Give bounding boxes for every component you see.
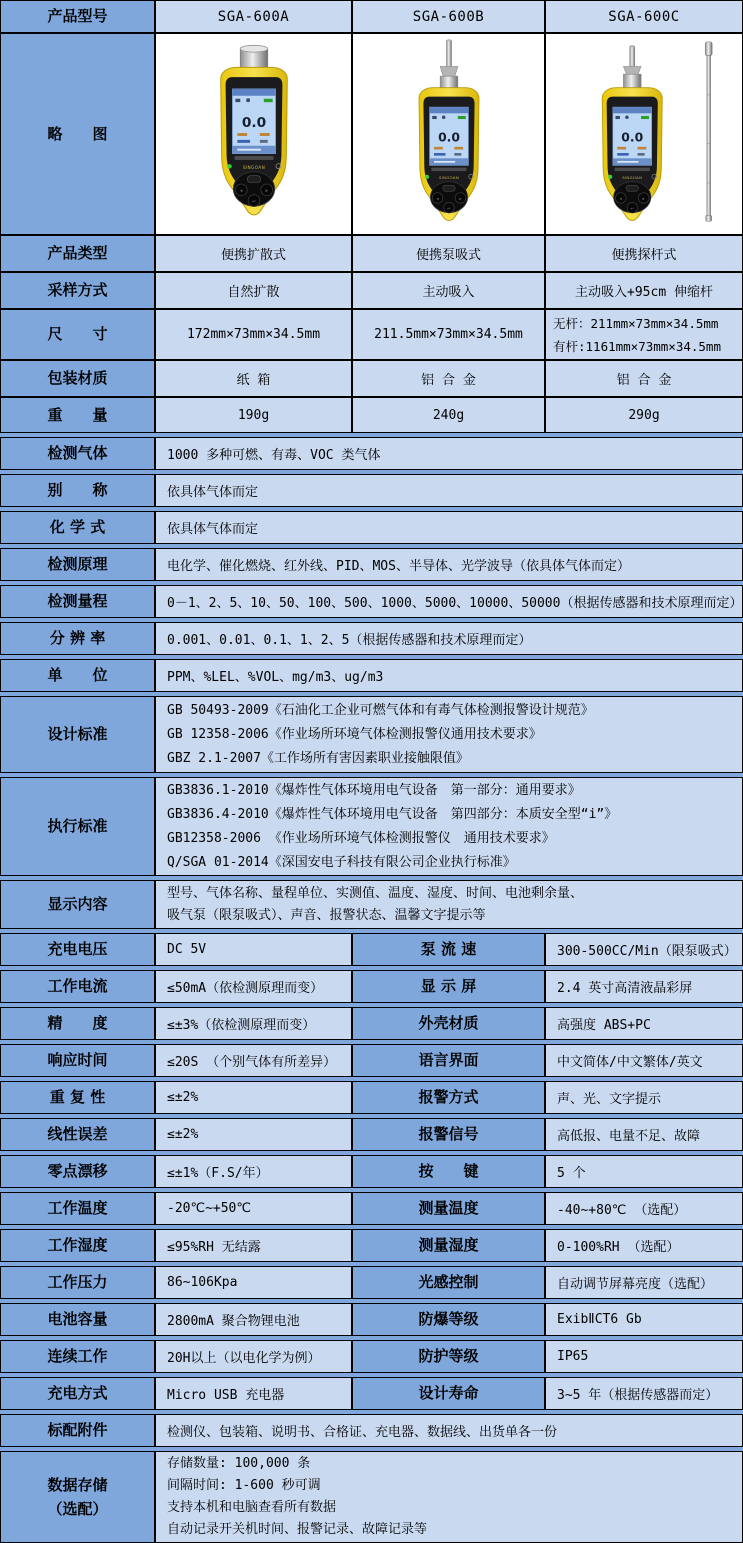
row-label: 重 量 xyxy=(0,397,155,433)
model-name-600a: SGA-600A xyxy=(155,0,352,33)
screen-reading: 0.0 xyxy=(437,130,460,145)
unit-value: PPM、%LEL、%VOL、mg/m3、ug/m3 xyxy=(155,659,743,692)
data-storage-value xyxy=(155,1451,743,1543)
svg-text:◂: ◂ xyxy=(619,196,622,202)
spec-value: ≤50mA（依检测原理而变） xyxy=(155,970,352,1003)
sampling-600c: 主动吸入+95cm 伸缩杆 xyxy=(545,272,743,309)
type-600c: 便携探杆式 xyxy=(545,235,743,272)
spec-value: IP65 xyxy=(545,1340,743,1373)
spec-value: ExibⅡCT6 Gb xyxy=(545,1303,743,1336)
spec-value: 20H以上（以电化学为例） xyxy=(155,1340,352,1373)
spec-value: 自动调节屏幕亮度（选配） xyxy=(545,1266,743,1299)
packing-600b: 铝 合 金 xyxy=(352,360,545,397)
row-label: 充电方式 xyxy=(0,1377,155,1410)
screen-reading: 0.0 xyxy=(621,130,644,145)
image-cell-600a xyxy=(155,33,352,235)
row-label: 重 复 性 xyxy=(0,1081,155,1114)
row-label: 设计标准 xyxy=(0,696,155,773)
standard-line: GB 50493-2009《石油化工企业可燃气体和有毒气体检测报警设计规范》 xyxy=(167,702,594,718)
pump-probe xyxy=(440,40,458,91)
row-label: 泵 流 速 xyxy=(352,933,545,966)
row-label-product-model: 产品型号 xyxy=(0,0,155,33)
gas-row xyxy=(0,437,743,470)
row-label: 测量湿度 xyxy=(352,1229,545,1262)
svg-text:▸: ▸ xyxy=(642,196,645,202)
storage-line: 支持本机和电脑查看所有数据 xyxy=(167,1500,337,1515)
spec-value: 2800mA 聚合物锂电池 xyxy=(155,1303,352,1336)
row-label: 分 辨 率 xyxy=(0,622,155,655)
spec-row-continuous-work xyxy=(0,1340,743,1373)
formula-row xyxy=(0,511,743,544)
size-row xyxy=(0,309,743,360)
brand-text: SINGOAN xyxy=(242,164,265,170)
execution-standards-row xyxy=(0,777,743,876)
spec-row-working-humidity xyxy=(0,1229,743,1262)
brand-text: SINGOAN xyxy=(622,175,643,181)
product-type-row xyxy=(0,235,743,272)
row-label: 工作压力 xyxy=(0,1266,155,1299)
sampling-row xyxy=(0,272,743,309)
sketch-row xyxy=(0,33,743,235)
row-label: 标配附件 xyxy=(0,1414,155,1447)
device-screen xyxy=(232,89,275,154)
standard-line: GB3836.4-2010《爆炸性气体环境用电气设备 第四部分：本质安全型“i”》 xyxy=(167,806,618,822)
packing-600c: 铝 合 金 xyxy=(545,360,743,397)
row-label: 单 位 xyxy=(0,659,155,692)
resolution-value: 0.001、0.01、0.1、1、2、5（根据传感器和技术原理而定） xyxy=(155,622,743,655)
accessories-row xyxy=(0,1414,743,1447)
spec-row-zero-drift xyxy=(0,1155,743,1188)
dpad-buttons xyxy=(233,172,274,207)
spec-value: ≤20S （个别气体有所差异） xyxy=(155,1044,352,1077)
row-label: 显 示 屏 xyxy=(352,970,545,1003)
spec-value: 中文简体/中文繁体/英文 xyxy=(545,1044,743,1077)
image-cell-600c xyxy=(545,33,743,235)
display-content-value xyxy=(155,880,743,929)
standard-line: GB 12358-2006《作业场所环境气体检测报警仪通用技术要求》 xyxy=(167,726,542,742)
size-with-rod: 有杆:1161mm×73mm×34.5mm xyxy=(553,338,721,354)
weight-600c: 290g xyxy=(545,397,743,433)
accessories-value: 检测仪、包装箱、说明书、合格证、充电器、数据线、出货单各一份 xyxy=(155,1414,743,1447)
row-label: 测量温度 xyxy=(352,1192,545,1225)
spec-value: Micro USB 充电器 xyxy=(155,1377,352,1410)
spec-value: 声、光、文字提示 xyxy=(545,1081,743,1114)
row-label: 零点漂移 xyxy=(0,1155,155,1188)
row-label: 化 学 式 xyxy=(0,511,155,544)
spec-value: ≤±1%（F.S/年） xyxy=(155,1155,352,1188)
row-label: 连续工作 xyxy=(0,1340,155,1373)
svg-text:▸: ▸ xyxy=(458,196,462,202)
model-header-row xyxy=(0,0,743,33)
row-label: 线性误差 xyxy=(0,1118,155,1151)
model-name-600b: SGA-600B xyxy=(352,0,545,33)
packing-row xyxy=(0,360,743,397)
size-600a: 172mm×73mm×34.5mm xyxy=(155,309,352,360)
range-row xyxy=(0,585,743,618)
data-storage-row xyxy=(0,1451,743,1543)
row-label: 防爆等级 xyxy=(352,1303,545,1336)
row-label: 产品类型 xyxy=(0,235,155,272)
storage-line: 自动记录开关机时间、报警记录、故障记录等 xyxy=(167,1522,428,1537)
spec-row-repeatability xyxy=(0,1081,743,1114)
display-line: 型号、气体名称、量程单位、实测值、温度、湿度、时间、电池剩余量、 xyxy=(167,885,584,901)
alias-value: 依具体气体而定 xyxy=(155,474,743,507)
row-label: 精 度 xyxy=(0,1007,155,1040)
storage-label-line1: 数据存储 xyxy=(47,1476,108,1494)
spec-row-working-temp xyxy=(0,1192,743,1225)
spec-value: ≤±2% xyxy=(155,1081,352,1114)
gas-value: 1000 多种可燃、有毒、VOC 类气体 xyxy=(155,437,743,470)
svg-text:◂: ◂ xyxy=(435,196,439,202)
device-image-sga-600a xyxy=(174,36,334,232)
device-screen xyxy=(613,107,652,165)
spec-value: 300-500CC/Min（限泵吸式） xyxy=(545,933,743,966)
spec-value: -40~+80℃ （选配） xyxy=(545,1192,743,1225)
dpad-buttons xyxy=(430,182,467,213)
row-label: 响应时间 xyxy=(0,1044,155,1077)
display-content-row xyxy=(0,880,743,929)
row-label: 按 键 xyxy=(352,1155,545,1188)
pump-probe xyxy=(623,46,641,89)
resolution-row xyxy=(0,622,743,655)
row-label: 包装材质 xyxy=(0,360,155,397)
spec-value: ≤±2% xyxy=(155,1118,352,1151)
principle-row xyxy=(0,548,743,581)
image-cell-600b xyxy=(352,33,545,235)
row-label: 检测量程 xyxy=(0,585,155,618)
storage-label-line2: （选配） xyxy=(47,1500,108,1518)
weight-600a: 190g xyxy=(155,397,352,433)
svg-text:↵: ↵ xyxy=(630,206,635,212)
range-value: 0－1、2、5、10、50、100、500、1000、5000、10000、50000（根据传感器和技术原理而定） xyxy=(155,585,743,618)
principle-value: 电化学、催化燃烧、红外线、PID、MOS、半导体、光学波导（依具体气体而定） xyxy=(155,548,743,581)
standard-line: GBZ 2.1-2007《工作场所有害因素职业接触限值》 xyxy=(167,750,469,766)
row-label: 工作湿度 xyxy=(0,1229,155,1262)
svg-text:▸: ▸ xyxy=(265,187,268,194)
spec-row-linearity xyxy=(0,1118,743,1151)
spec-value: DC 5V xyxy=(155,933,352,966)
standard-line: Q/SGA 01-2014《深国安电子科技有限公司企业执行标准》 xyxy=(167,854,516,870)
row-label: 检测原理 xyxy=(0,548,155,581)
display-line: 吸气泵（限泵吸式）、声音、报警状态、温馨文字提示等 xyxy=(167,907,486,923)
spec-row-working-pressure xyxy=(0,1266,743,1299)
unit-row xyxy=(0,659,743,692)
spec-row-charging xyxy=(0,1377,743,1410)
row-label: 语言界面 xyxy=(352,1044,545,1077)
standard-line: GB12358-2006 《作业场所环境气体检测报警仪 通用技术要求》 xyxy=(167,830,555,846)
device-image-sga-600b xyxy=(369,36,529,232)
svg-text:↵: ↵ xyxy=(251,199,256,206)
row-label: 执行标准 xyxy=(0,777,155,876)
row-label: 报警信号 xyxy=(352,1118,545,1151)
size-no-rod: 无杆：211mm×73mm×34.5mm xyxy=(553,315,719,331)
size-600c xyxy=(545,309,743,360)
design-standards-value xyxy=(155,696,743,773)
svg-text:↵: ↵ xyxy=(446,206,451,212)
spec-row-battery xyxy=(0,1303,743,1336)
weight-600b: 240g xyxy=(352,397,545,433)
dpad-buttons xyxy=(614,182,651,213)
type-600a: 便携扩散式 xyxy=(155,235,352,272)
spec-row-response-time xyxy=(0,1044,743,1077)
row-label: 检测气体 xyxy=(0,437,155,470)
brand-text: SINGOAN xyxy=(438,175,459,181)
size-600b: 211.5mm×73mm×34.5mm xyxy=(352,309,545,360)
spec-value: 3~5 年（根据传感器而定） xyxy=(545,1377,743,1410)
row-label: 工作温度 xyxy=(0,1192,155,1225)
spec-value: 高强度 ABS+PC xyxy=(545,1007,743,1040)
device-screen xyxy=(429,107,468,165)
spec-value: -20℃~+50℃ xyxy=(155,1192,352,1225)
design-standards-row xyxy=(0,696,743,773)
model-name-600c: SGA-600C xyxy=(545,0,743,33)
row-label: 防护等级 xyxy=(352,1340,545,1373)
spec-value: 高低报、电量不足、故障 xyxy=(545,1118,743,1151)
type-600b: 便携泵吸式 xyxy=(352,235,545,272)
storage-line: 间隔时间: 1-600 秒可调 xyxy=(167,1478,321,1493)
spec-value: 5 个 xyxy=(545,1155,743,1188)
row-label: 采样方式 xyxy=(0,272,155,309)
row-label: 显示内容 xyxy=(0,880,155,929)
standard-line: GB3836.1-2010《爆炸性气体环境用电气设备 第一部分：通用要求》 xyxy=(167,782,581,798)
row-label: 光感控制 xyxy=(352,1266,545,1299)
screen-reading: 0.0 xyxy=(241,115,266,132)
row-label: 外壳材质 xyxy=(352,1007,545,1040)
spec-value: ≤95%RH 无结露 xyxy=(155,1229,352,1262)
row-label: 设计寿命 xyxy=(352,1377,545,1410)
row-label: 工作电流 xyxy=(0,970,155,1003)
spec-row-working-current xyxy=(0,970,743,1003)
power-led xyxy=(608,175,612,179)
row-label: 电池容量 xyxy=(0,1303,155,1336)
weight-row xyxy=(0,397,743,433)
alias-row xyxy=(0,474,743,507)
spec-value: ≤±3%（依检测原理而变） xyxy=(155,1007,352,1040)
power-led xyxy=(424,175,428,179)
row-label-sketch: 略 图 xyxy=(0,33,155,235)
row-label: 尺 寸 xyxy=(0,309,155,360)
spec-value: 2.4 英寸高清液晶彩屏 xyxy=(545,970,743,1003)
row-label: 报警方式 xyxy=(352,1081,545,1114)
row-label xyxy=(0,1451,155,1543)
sampling-600b: 主动吸入 xyxy=(352,272,545,309)
spec-value: 86~106Kpa xyxy=(155,1266,352,1299)
storage-line: 存储数量: 100,000 条 xyxy=(167,1456,311,1471)
sampling-600a: 自然扩散 xyxy=(155,272,352,309)
spec-row-charge-voltage xyxy=(0,933,743,966)
spec-value: 0-100%RH （选配） xyxy=(545,1229,743,1262)
execution-standards-value xyxy=(155,777,743,876)
power-led xyxy=(227,164,232,169)
packing-600a: 纸 箱 xyxy=(155,360,352,397)
formula-value: 依具体气体而定 xyxy=(155,511,743,544)
svg-text:◂: ◂ xyxy=(239,187,242,194)
telescopic-rod xyxy=(705,42,712,221)
row-label: 充电电压 xyxy=(0,933,155,966)
row-label: 别 称 xyxy=(0,474,155,507)
device-image-sga-600c xyxy=(564,36,724,232)
spec-row-accuracy xyxy=(0,1007,743,1040)
